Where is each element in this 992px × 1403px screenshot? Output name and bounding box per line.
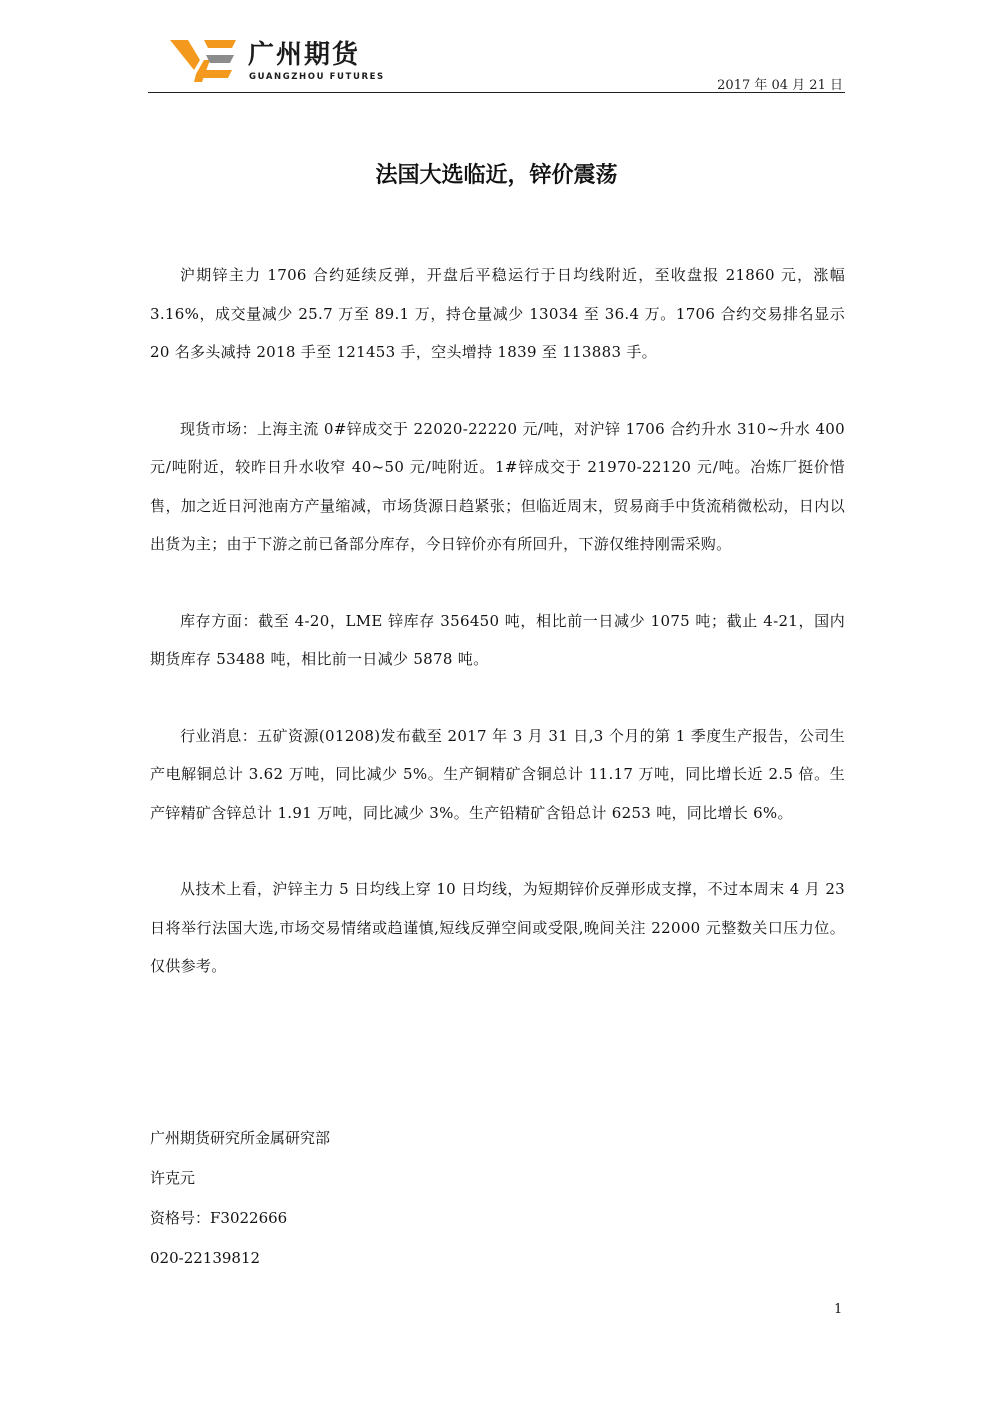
report-date: 2017 年 04 月 21 日 — [717, 78, 843, 93]
report-title: 法国大选临近，锌价震荡 — [375, 163, 618, 188]
logo-emblem-icon — [170, 38, 236, 82]
paragraph-inventory: 库存方面：截至 4-20，LME 锌库存 356450 吨，相比前一日减少 1075 吨；截止 4-21，国内期货库存 53488 吨，相比前一日减少 5878 吨。 — [150, 611, 845, 668]
logo-chinese-name: 广州期货 — [248, 40, 361, 70]
signature-author: 许克元 — [150, 1169, 196, 1187]
signature-phone: 020-22139812 — [150, 1249, 261, 1267]
paragraph-technical: 从技术上看，沪锌主力 5 日均线上穿 10 日均线，为短期锌价反弹形成支撑，不过本周末 4 月 23 日将举行法国大选,市场交易情绪或趋谨慎,短线反弹空间或受限,晚间关注 22000 元整数关口压力位。仅供参考。 — [150, 880, 845, 975]
signature-department: 广州期货研究所金属研究部 — [150, 1129, 331, 1147]
paragraph-spot-market: 现货市场：上海主流 0#锌成交于 22020-22220 元/吨，对沪锌 1706 合约升水 310~升水 400 元/吨附近，较昨日升水收窄 40~50 元/吨附近。1#锌成交于 21970-22120 元/吨。冶炼厂挺价惜售，加之近日河池南方产量缩减，市场货源日趋紧张；但临近周末，贸易商手中货流稍微松动，日内以出货为主；由于下游之前已备部分库存，今日锌价亦有所回升，下游仅维持刚需采购。 — [150, 419, 845, 553]
page-header — [148, 30, 845, 94]
paragraph-futures: 沪期锌主力 1706 合约延续反弹，开盘后平稳运行于日均线附近，至收盘报 21860 元，涨幅 3.16%，成交量减少 25.7 万至 89.1 万，持仓量减少 13034 至 36.4 万。1706 合约交易排名显示 20 名多头减持 2018 手至 121453 手，空头增持 1839 至 113883 手。 — [150, 266, 845, 361]
company-logo — [170, 38, 390, 84]
page-number: 1 — [834, 1302, 843, 1317]
report-body — [150, 256, 845, 986]
logo-english-name: GUANGZHOU FUTURES — [249, 72, 385, 82]
paragraph-industry-news: 行业消息：五矿资源(01208)发布截至 2017 年 3 月 31 日,3 个月的第 1 季度生产报告，公司生产电解铜总计 3.62 万吨，同比减少 5%。生产铜精矿含铜总计 11.17 万吨，同比增长近 2.5 倍。生产锌精矿含锌总计 1.91 万吨，同比减少 3%。生产铅精矿含铅总计 6253 吨，同比增长 6%。 — [150, 726, 845, 822]
signature-qualification: 资格号：F3022666 — [150, 1209, 288, 1227]
header-divider — [148, 92, 845, 93]
signature-block — [150, 1118, 330, 1278]
